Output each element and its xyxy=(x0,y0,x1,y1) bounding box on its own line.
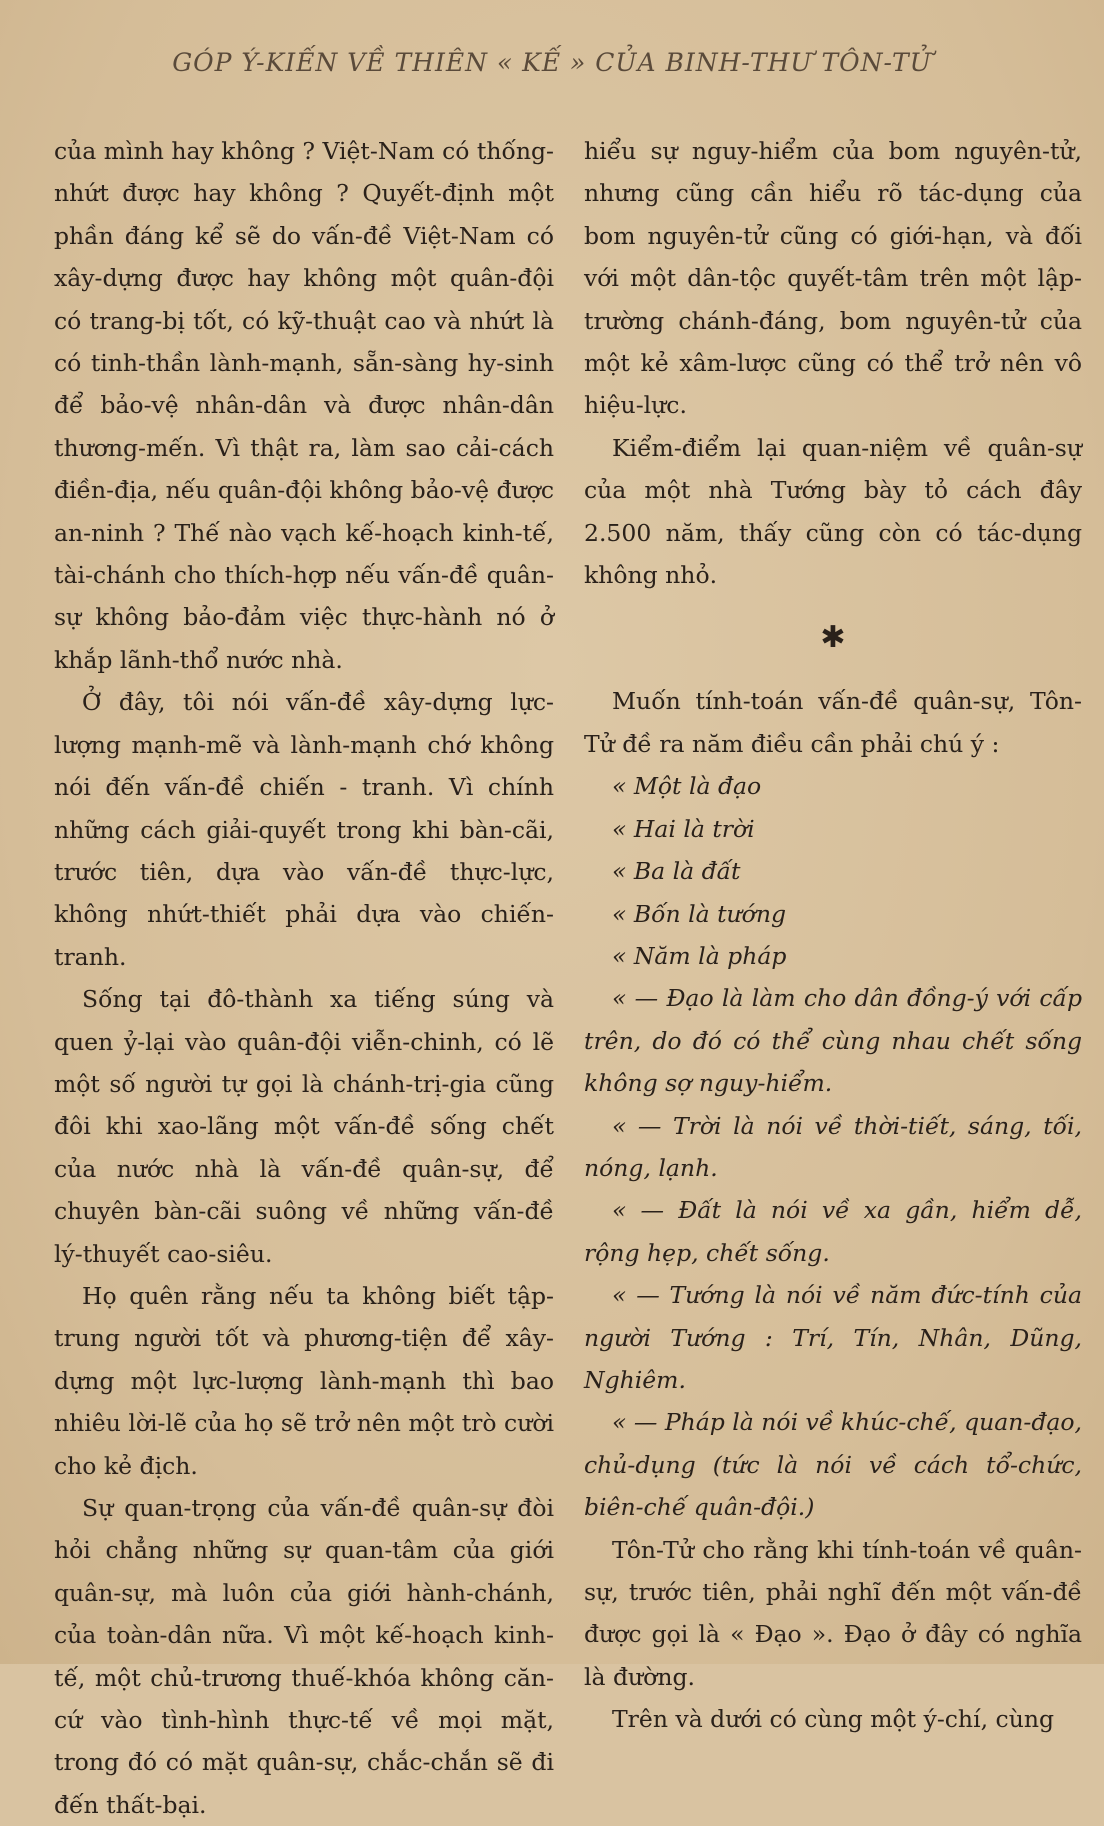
running-header: GÓP Ý-KIẾN VỀ THIÊN « KẾ » CỦA BINH-THƯ TÔN-TỬ xyxy=(172,48,932,77)
paragraph: Tôn-Tử cho rằng khi tính-toán về quân-sự, trước tiên, phải nghĩ đến một vấn-đề được gọi là « Đạo ». Đạo ở đây có nghĩa là đường. xyxy=(584,1535,1082,1691)
quote-line: « Bốn là tướng xyxy=(612,899,787,928)
quote-paragraph: « — Pháp là nói về khúc-chế, quan-đạo, chủ-dụng (tức là nói về cách tổ-chức, biên-chế quân-đội.) xyxy=(584,1408,1082,1522)
right-column xyxy=(584,130,1082,1741)
paragraph: của mình hay không ? Việt-Nam có thống-nhứt được hay không ? Quyết-định một phần đáng kể sẽ do vấn-đề Việt-Nam có xây-dựng được hay không một quân-đội có trang-bị tốt, có kỹ-thuật cao và nhứt là có tinh-thần lành-mạnh, sẵn-sàng hy-sinh để bảo-vệ nhân-dân và được nhân-dân thương-mến. Vì thật ra, làm sao cải-cách điền-địa, nếu quân-đội không bảo-vệ được an-ninh ? Thế nào vạch kế-hoạch kinh-tế, tài-chánh cho thích-hợp nếu vấn-đề quân-sự không bảo-đảm việc thực-hành nó ở khắp lãnh-thổ nước nhà. xyxy=(54,137,554,674)
quote-line: « Năm là pháp xyxy=(612,941,787,970)
paragraph: Sống tại đô-thành xa tiếng súng và quen ỷ-lại vào quân-đội viễn-chinh, có lẽ một số người tự gọi là chánh-trị-gia cũng đôi khi xao-lãng một vấn-đề sống chết của nước nhà là vấn-đề quân-sự, để chuyên bàn-cãi suông về những vấn-đề lý-thuyết cao-siêu. xyxy=(54,985,554,1268)
quote-paragraph: « — Tướng là nói về năm đức-tính của người Tướng : Trí, Tín, Nhân, Dũng, Nghiêm. xyxy=(584,1281,1082,1394)
paragraph: Muốn tính-toán vấn-đề quân-sự, Tôn-Tử đề ra năm điều cần phải chú ý : xyxy=(584,687,1082,758)
quote-line: « Hai là trời xyxy=(612,814,755,843)
quote-line: « Ba là đất xyxy=(612,857,741,886)
paragraph: Trên và dưới có cùng một ý-chí, cùng xyxy=(612,1705,1055,1734)
paragraph: hiểu sự nguy-hiểm của bom nguyên-tử, nhưng cũng cần hiểu rõ tác-dụng của bom nguyên-tử cũng có giới-hạn, và đối với một dân-tộc quyết-tâm trên một lập-trường chánh-đáng, bom nguyên-tử của một kẻ xâm-lược cũng có thể trở nên vô hiệu-lực. xyxy=(584,137,1082,420)
paragraph: Ở đây, tôi nói vấn-đề xây-dựng lực-lượng mạnh-mẽ và lành-mạnh chớ không nói đến vấn-đề chiến - tranh. Vì chính những cách giải-quyết trong khi bàn-cãi, trước tiên, dựa vào vấn-đề thực-lực, không nhứt-thiết phải dựa vào chiến-tranh. xyxy=(54,688,554,971)
quote-paragraph: « — Đạo là làm cho dân đồng-ý với cấp trên, do đó có thể cùng nhau chết sống không sợ nguy-hiểm. xyxy=(584,984,1082,1098)
section-divider-star: ✱ xyxy=(820,620,846,656)
left-column xyxy=(54,130,554,1826)
paragraph: Sự quan-trọng của vấn-đề quân-sự đòi hỏi chẳng những sự quan-tâm của giới quân-sự, mà luôn của giới hành-chánh, của toàn-dân nữa. Vì một kế-hoạch kinh-tế, một chủ-trương thuế-khóa không căn-cứ vào tình-hình thực-tế về mọi mặt, trong đó có mặt quân-sự, chắc-chắn sẽ đi đến thất-bại. xyxy=(54,1494,554,1819)
paragraph: Họ quên rằng nếu ta không biết tập-trung người tốt và phương-tiện để xây-dựng một lực-lượng lành-mạnh thì bao nhiêu lời-lẽ của họ sẽ trở nên một trò cười cho kẻ địch. xyxy=(54,1281,554,1480)
quote-paragraph: « — Trời là nói về thời-tiết, sáng, tối, nóng, lạnh. xyxy=(584,1111,1082,1182)
paragraph: Kiểm-điểm lại quan-niệm về quân-sự của một nhà Tướng bày tỏ cách đây 2.500 năm, thấy cũng còn có tác-dụng không nhỏ. xyxy=(584,433,1082,590)
quote-line: « Một là đạo xyxy=(612,772,762,801)
quote-paragraph: « — Đất là nói về xa gần, hiểm dễ, rộng hẹp, chết sống. xyxy=(584,1196,1082,1267)
